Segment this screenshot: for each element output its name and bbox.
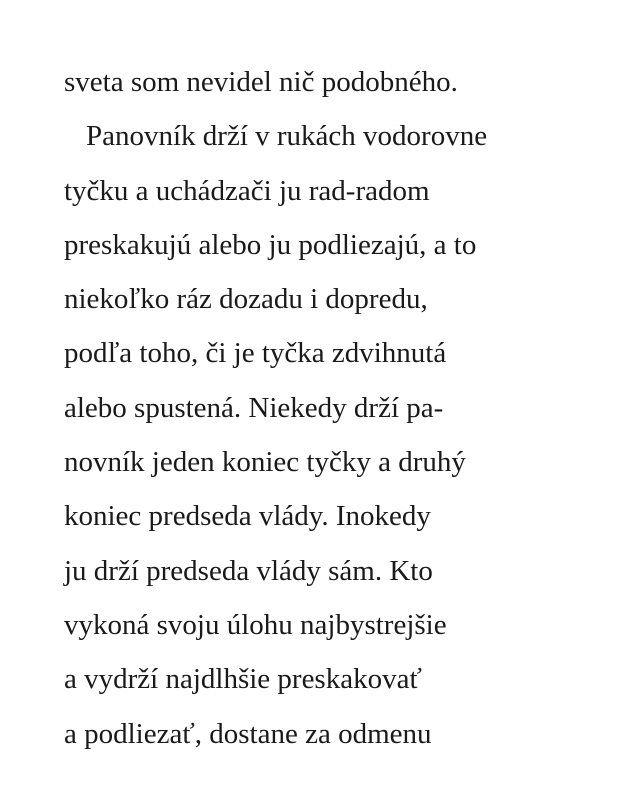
text-line-6: podľa toho, či je tyčka zdvihnutá	[64, 337, 447, 370]
text-line-5: niekoľko ráz dozadu i dopredu,	[64, 283, 428, 316]
text-line-3: tyčku a uchádzači ju rad-radom	[64, 174, 430, 207]
text-line-10: ju drží predseda vlády sám. Kto	[64, 554, 433, 587]
text-line-2: Panovník drží v rukách vodorovne	[86, 120, 488, 153]
text-line-4: preskakujú alebo ju podliezajú, a to	[64, 228, 477, 261]
text-line-8: novník jeden koniec tyčky a druhý	[64, 446, 466, 479]
text-line-7: alebo spustená. Niekedy drží pa-	[64, 391, 444, 424]
text-line-9: koniec predseda vlády. Inokedy	[64, 500, 431, 533]
text-line-13: a podliezať, dostane za odmenu	[64, 717, 432, 750]
text-line-11: vykoná svoju úlohu najbystrejšie	[64, 608, 447, 641]
body-text	[64, 55, 604, 761]
text-line-1: sveta som nevidel nič podobného.	[64, 66, 458, 98]
text-line-12: a vydrží najdlhšie preskakovať	[64, 663, 422, 696]
